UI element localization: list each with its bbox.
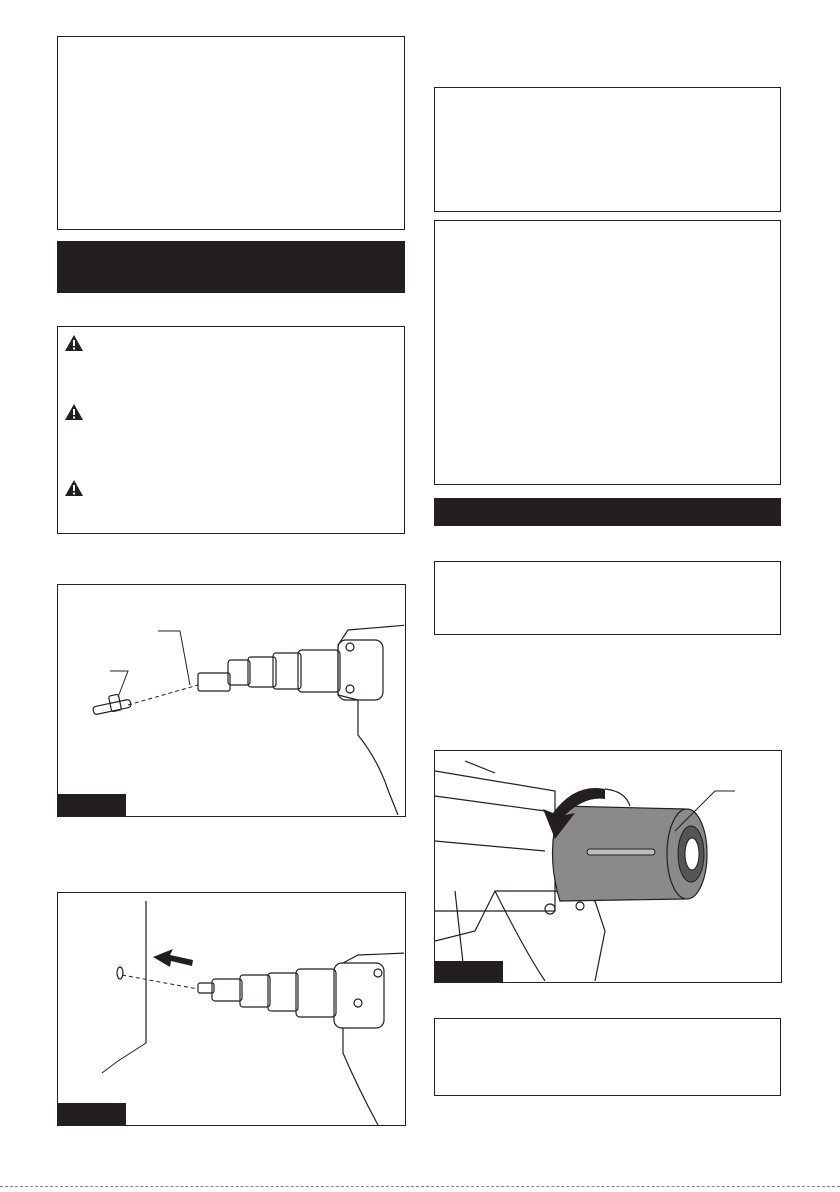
section-header-bar <box>57 241 405 293</box>
top-note-box <box>57 36 405 230</box>
figure-2-illustration <box>58 893 404 1125</box>
section-header-bar-right <box>434 498 781 526</box>
figure-3-cover-rotation <box>434 750 782 983</box>
warning-box <box>57 326 405 534</box>
warning-triangle-icon <box>64 334 84 352</box>
note-box-4 <box>434 1018 781 1096</box>
bottom-cut-line <box>0 1186 840 1187</box>
figure-3-tab <box>435 961 503 982</box>
warning-triangle-icon <box>64 479 84 497</box>
figure-2-tab <box>58 1103 126 1125</box>
figure-1-attachment-screw <box>57 584 406 817</box>
figure-1-tab <box>58 794 126 816</box>
note-box-1 <box>434 87 781 212</box>
figure-2-anchor-driving <box>57 892 406 1126</box>
warning-triangle-icon <box>64 403 84 421</box>
figure-1-illustration <box>58 585 404 815</box>
note-box-2 <box>434 220 781 485</box>
note-box-3 <box>434 561 781 635</box>
direction-arrow-icon <box>153 949 193 967</box>
figure-3-illustration <box>435 751 780 981</box>
